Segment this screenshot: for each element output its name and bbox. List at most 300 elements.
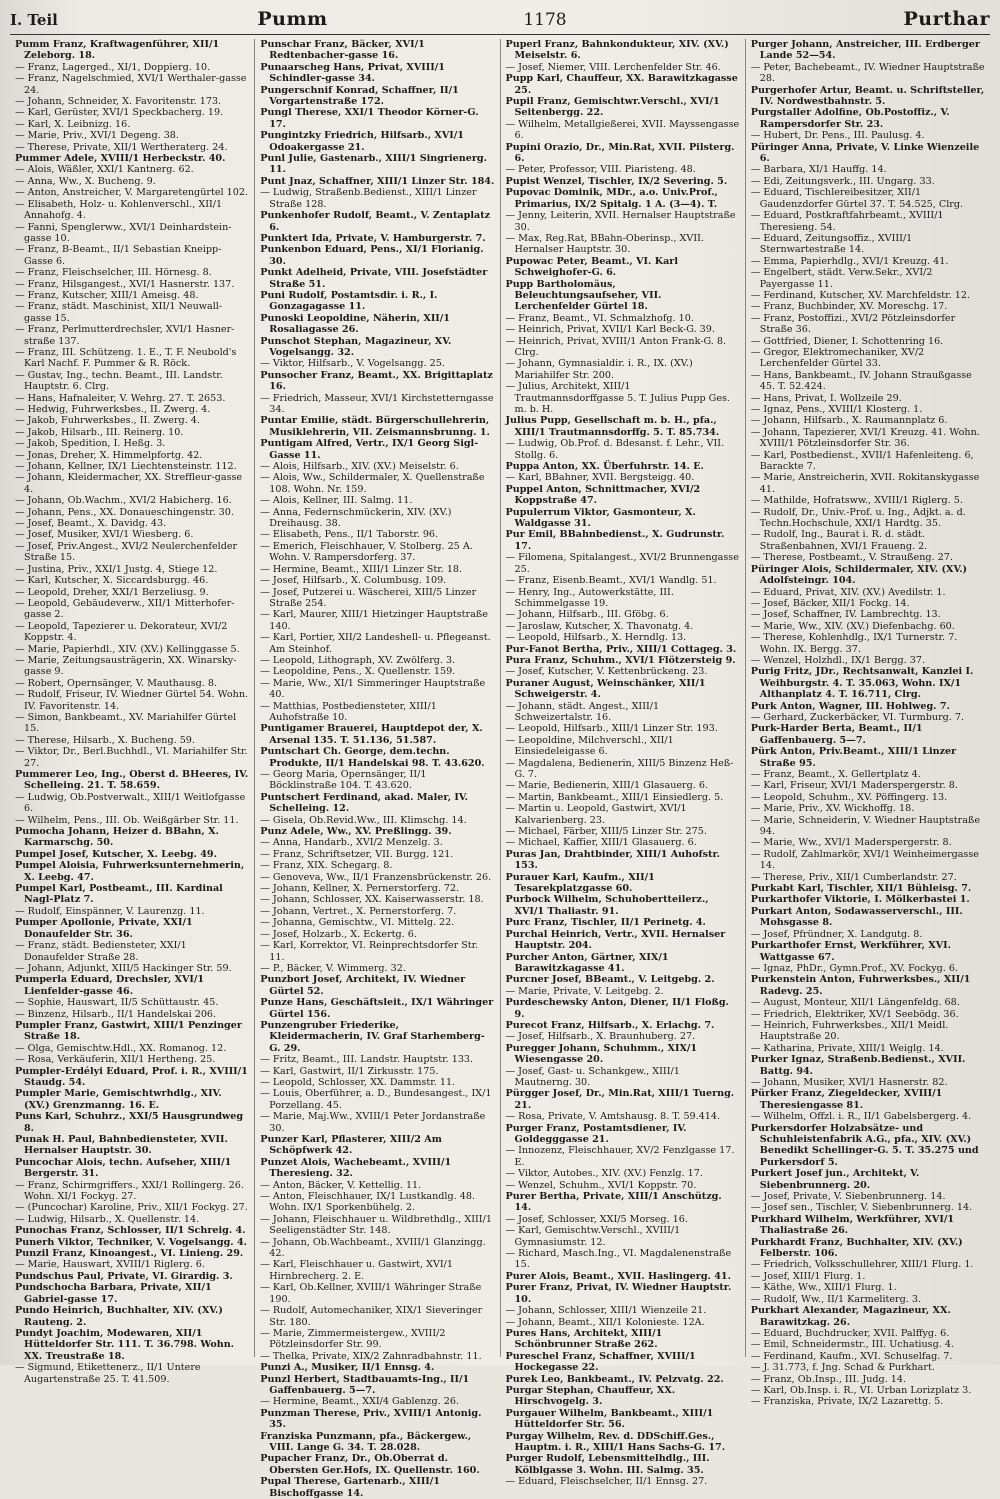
directory-entry: — Hermine, Beamt., XXI/4 Gablenzg. 26. (260, 1396, 460, 1408)
directory-entry: Punzi A., Musiker, II/1 Ennsg. 4. (260, 1362, 435, 1374)
directory-entry: Purer Alois, Beamt., XVII. Haslingerg. 41. (505, 1270, 731, 1282)
directory-entry: — Peter, Professor, VIII. Piaristeng. 48. (505, 164, 696, 176)
directory-entry: — Marie, Anstreicherin, XVII. Rokitanskygasse 41. (750, 472, 980, 495)
directory-entry: — Johann, Schlosser, XX. Kaiserwasserstr. 18. (260, 894, 484, 906)
directory-entry: Purkhart Alexander, Magazineur, XX. Barawitzkag. 26. (750, 1305, 951, 1328)
page-header (10, 8, 990, 35)
directory-entry: Pürk Anton, Priv.Beamt., XIII/1 Linzer Straße 95. (750, 746, 957, 769)
directory-entry: — Engelbert, städt. Verw.Sekr., XVI/2 Payergasse 11. (750, 267, 933, 290)
directory-entry: — Olga, Gemischtw.Hdl., XX. Romanog. 12. (15, 1042, 227, 1054)
directory-entry: — Gustav, Ing., techn. Beamt., III. Landstr. Hauptstr. 6. Clrg. (15, 369, 223, 393)
directory-entry: — Alois, Kellner, III. Salmg. 11. (260, 495, 413, 507)
directory-entry: — Gisela, Ob.Revid.Ww., III. Klimschg. 14. (260, 814, 467, 826)
directory-columns (10, 39, 990, 1499)
directory-entry: Pumpler Franz, Gastwirt, XIII/1 Penzinger Straße 18. (15, 1019, 242, 1043)
directory-entry: — Marie, Zeitungsausträgerin, XX. Winarsky-gasse 9. (15, 654, 237, 678)
directory-entry: — Fanni, Spenglerww., XVI/1 Deinhardstein-gasse 10. (15, 221, 232, 244)
directory-entry: — Sigmund, Etikettenerz., II/1 Untere Augartenstraße 25. T. 41.509. (15, 1362, 201, 1385)
directory-entry: — Louis, Oberführer, a. D., Bundesangest., IX/1 Porzellang. 45. (260, 1088, 492, 1111)
directory-entry: — Magdalena, Bedienerin, XIII/5 Binzenz Heß-G. 7. (505, 757, 734, 780)
directory-entry: Punzer Karl, Pflasterer, XIII/2 Am Schöpfwerk 42. (260, 1134, 442, 1157)
directory-entry: Pumpler-Erdélyi Eduard, Prof. i. R., XVIII/1 Staudg. 54. (15, 1065, 248, 1088)
directory-entry: — Wilhelm, Metallgießerei, XVII. Mayssengasse 6. (505, 118, 740, 142)
directory-entry: — Franz, XIX. Schegarg. 8. (260, 860, 393, 872)
directory-entry: — Franz, Buchbinder, XV. Moreschg. 17. (750, 301, 948, 313)
directory-entry: Puperl Franz, Bahnkondukteur, XIV. (XV.) Meiselstr. 6. (505, 39, 729, 62)
directory-entry: — Eduard, Fleischselcher, II/1 Ennsg. 27. (505, 1476, 708, 1488)
column-3 (501, 39, 746, 1488)
directory-entry: — Gerhard, Zuckerbäcker, VI. Turmburg. 7. (750, 711, 965, 723)
directory-entry: — Ludwig, Ob.Prof. d. Bdesanst. f. Lehr., VII. Stollg. 6. (505, 438, 725, 461)
directory-entry: — Josef, Hilfsarb., X. Braunhuberg. 27. (505, 1031, 696, 1043)
directory-entry: — Leopold, Lithograph, XV. Zwölferg. 3. (260, 654, 456, 666)
directory-entry: Punaarscheg Hans, Privat, XVIII/1 Schindler-gasse 34. (260, 61, 445, 85)
directory-entry: — Franz, Beamt., X. Gellertplatz 4. (750, 769, 921, 780)
directory-entry: — Franz, Kutscher, XIII/1 Ameisg. 48. (15, 289, 199, 301)
directory-entry: Punoski Leopoldine, Näherin, XII/1 Rosaliagasse 26. (260, 312, 450, 336)
directory-entry: — Johann, Hilfsarb., III. Gföbg. 6. (505, 609, 669, 621)
directory-entry: — Leopold, Hilfsarb., X. Herndlg. 13. (505, 632, 687, 644)
directory-entry: — Friedrich, Volksschullehrer, XIII/1 Flurg. 1. (750, 1259, 974, 1271)
directory-entry: — Therese, Postbeamt., V. Straußeng. 27. (750, 552, 953, 564)
directory-entry: — Simon, Bankbeamt., XV. Mariahilfer Gürtel 15. (15, 711, 237, 735)
directory-entry: Puni Rudolf, Postamtsdir. i. R., I. Gonzagagasse 11. (260, 289, 438, 313)
directory-entry: — Johann, Schlosser, XIII/1 Wienzeile 21. (505, 1305, 707, 1317)
directory-entry: Purdeschewsky Anton, Diener, II/1 Floßg. 9. (505, 997, 729, 1020)
directory-entry: — Karl, Portier, XII/2 Landeshell- u. Pflegeanst. Am Steinhof. (260, 632, 491, 655)
directory-entry: — Marie, Bedienerin, XIII/1 Glasauerg. 6. (505, 780, 709, 792)
directory-entry: — Julius, Architekt, XIII/1 Trautmannsdorffgasse 5. T. Julius Pupp Ges. m. b. H. (505, 381, 730, 415)
directory-entry: Purgstaller Adolfine, Ob.Postoffiz., V. Rampersdorfer Str. 23. (750, 107, 950, 130)
directory-entry: — Martin u. Leopold, Gastwirt, XVI/1 Kalvarienberg. 23. (505, 803, 687, 826)
directory-entry: — Karl, Gerüster, XVI/1 Speckbacherg. 19. (15, 107, 224, 119)
directory-entry: — Karl, Kutscher, X. Siccardsburgg. 46. (15, 575, 209, 587)
directory-entry: Purig Fritz, JDr., Rechtsanwalt, Kanzlei I. Weihburgstr. 4. T. 35.063, Wohn. IX/1 Althanplatz 4. T. 16.711, Clrg. (750, 666, 974, 701)
directory-entry: — Anna, Federnschmückerin, XIV. (XV.) Dreihausg. 38. (260, 506, 452, 530)
directory-entry: — (Puncochar) Karoline, Priv., XII/1 Fockyg. 27. (15, 1202, 248, 1214)
directory-entry: — Rudolf, Ing., Baurat i. R. d. städt. Straßenbahnen, XVI/1 Fraueng. 2. (750, 529, 928, 552)
directory-entry: Puncochar Alois, techn. Aufseher, XIII/1 Bergerstr. 31. (15, 1156, 232, 1180)
directory-entry: — Karl, X. Leibnizg. 16. (15, 118, 131, 130)
directory-entry: — Hans, Privat, I. Wollzeile 29. (750, 392, 902, 404)
directory-entry: Pumperla Eduard, Drechsler, XVI/1 Lienfelder-gasse 46. (15, 974, 205, 997)
directory-entry: — August, Monteur, XII/1 Längenfeldg. 68. (750, 997, 960, 1009)
directory-entry: Pumm Franz, Kraftwagenführer, XII/1 Zeleborg. 18. (15, 39, 220, 62)
directory-entry: — Heinrich, Fuhrwerksbes., XII/1 Meidl. Hauptstraße 20. (750, 1019, 949, 1043)
directory-entry: — Ferdinand, Kutscher, XV. Marchfeldstr. 12. (750, 289, 971, 301)
right-guide-word: Purthar (903, 8, 990, 30)
directory-entry: — Jonas, Dreher, X. Himmelpfortg. 42. (15, 449, 203, 461)
directory-entry: — Katharina, Private, XIII/1 Weiglg. 14. (750, 1042, 944, 1054)
directory-entry: Punkenbon Eduard, Pens., XI/1 Florianig. 30. (260, 244, 484, 267)
directory-entry: — Hans, Hafnaleiter, V. Wehrg. 27. T. 2653. (15, 392, 226, 404)
directory-entry: — Johann, städt. Angest., XIII/1 Schweizertalstr. 16. (505, 700, 660, 723)
directory-entry: Purkhard Wilhelm, Werkführer, XVI/1 Thaliastraße 26. (750, 1213, 955, 1237)
directory-entry: Purbock Wilhelm, Schuhobertteilerz., XVI/1 Thaliastr. 91. (505, 894, 709, 917)
directory-entry: — Viktor, Dr., Berl.Buchhdl., VI. Mariahilfer Str. 27. (15, 746, 248, 769)
directory-entry: Puppa Anton, XX. Überfuhrstr. 14. E. (505, 461, 704, 473)
directory-entry: Pumpel Aloisia, Fuhrwerksunternehmerin, X. Leebg. 47. (15, 860, 245, 883)
directory-entry: — Ludwig, Ob.Postverwalt., XIII/1 Weitlofgasse 6. (15, 791, 246, 815)
directory-entry: — Peter, Bachebeamt., IV. Wiedner Hauptstraße 28. (750, 61, 985, 85)
directory-entry: — Marie, Papierhdl., XIV. (XV.) Kellinggasse 5. (15, 643, 240, 655)
directory-entry: — Wilhelm, Offzl. i. R., II/1 Gabelsbergerg. 4. (750, 1111, 972, 1123)
directory-entry: — Franz, Beamt., VI. Schmalzhofg. 10. (505, 312, 694, 324)
directory-entry: — Rosa, Private, V. Amtshausg. 8. T. 59.414. (505, 1111, 721, 1123)
directory-entry: — Barbara, XI/1 Hauffg. 14. (750, 164, 887, 176)
directory-entry: — Thelka, Private, XIX/2 Zahnradbahnstr. 11. (260, 1350, 482, 1362)
directory-entry: — Franz, Postoffizi., XVI/2 Pötzleinsdorfer Straße 36. (750, 312, 956, 336)
directory-entry: Purer Franz, Privat, IV. Wiedner Hauptstr. 10. (505, 1282, 732, 1305)
directory-entry: — Matthias, Postbediensteter, XIII/1 Auhofstraße 10. (260, 700, 437, 723)
directory-entry: — Justina, Priv., XXI/1 Justg. 4, Stiege 12. (15, 563, 218, 575)
directory-entry: — Hermine, Beamt., XIII/1 Linzer Str. 18. (260, 563, 463, 575)
directory-entry: Purek Leo, Bankbeamt., IV. Pelzvatg. 22. (505, 1373, 724, 1385)
directory-entry: Punze Hans, Geschäftsleit., IX/1 Währinger Gürtel 156. (260, 997, 494, 1020)
directory-entry: — Johann, Tapezierer, XVI/1 Kreuzg. 41. Wohn. XVIII/1 Pötzleinsdorfer Str. 36. (750, 426, 980, 450)
directory-entry: Pungerschnif Konrad, Schaffner, II/1 Vorgartenstraße 172. (260, 84, 459, 108)
directory-entry: — Leopoldine, Pens., X. Quellenstr. 159. (260, 666, 456, 678)
directory-entry: — Eduard, Tischlereibesitzer, XII/1 Gaudenzdorfer Gürtel 37. T. 54.525, Clrg. (750, 187, 964, 210)
directory-entry: — Franz, Ob.Insp., III. Judg. 14. (750, 1373, 907, 1385)
directory-entry: — Anton, Fleischhauer, IX/1 Lustkandlg. 48. Wohn. IX/1 Sporkenbühelg. 2. (260, 1191, 475, 1214)
directory-entry: — Jenny, Leiterin, XVII. Hernalser Hauptstraße 30. (505, 210, 736, 233)
directory-entry: Puraner August, Weinschänker, XII/1 Schweigerstr. 4. (505, 677, 706, 701)
directory-entry: — Johann, Ob.Wachm., XVI/2 Habicherg. 16. (15, 495, 232, 507)
directory-entry: — Leopold, Tapezierer u. Dekorateur, XVI/2 Koppstr. 4. (15, 620, 228, 644)
directory-entry: — Karl, BBahner, XVII. Bergsteigg. 40. (505, 472, 695, 484)
directory-entry: — Michael, Färber, XIII/5 Linzer Str. 275. (505, 826, 707, 838)
directory-entry: — Leopold, Hilfsarb., XIII/1 Linzer Str. 193. (505, 723, 718, 735)
directory-entry: — Leopoldine, Milchverschl., XII/1 Einsiedeleigasse 6. (505, 734, 674, 758)
directory-entry: — Franz, Eisenb.Beamt., XVI/1 Wandlg. 51. (505, 575, 717, 587)
directory-entry: — Rudolf, Einspänner, V. Laurenzg. 11. (15, 905, 205, 917)
directory-entry: Punl Julie, Gastenarb., XIII/1 Singrienerg. 11. (260, 153, 487, 176)
directory-entry: Purk-Harder Berta, Beamt., II/1 Gaffenbauerg. 5—7. (750, 723, 923, 746)
directory-entry: — Ludwig, Hilsarb., X. Quellenstr. 14. (15, 1213, 200, 1225)
directory-entry: — Gottfried, Diener, I. Schottenring 16. (750, 335, 944, 347)
directory-entry: — Franz, Fleischselcher, III. Hörnesg. 8. (15, 267, 212, 279)
directory-entry: Purkenstein Anton, Fuhrwerksbes., XII/1 Radevg. 25. (750, 974, 971, 997)
directory-entry: — Johann, Kleidermacher, XX. Streffleur-gasse 4. (15, 472, 243, 495)
directory-entry: Puntschart Ch. George, dem.techn. Produkte, II/1 Handelskai 98. T. 43.620. (260, 746, 485, 769)
directory-entry: Purger Franz, Postamtsdiener, IV. Goldegggasse 21. (505, 1122, 687, 1145)
directory-entry: — Leopold, Schlosser, XX. Dammstr. 11. (260, 1076, 456, 1088)
directory-entry: — Ignaz, PhDr., Gymn.Prof., XV. Fockyg. 6. (750, 962, 959, 974)
directory-entry: — Josef, Bäcker, XII/1 Fockg. 14. (750, 597, 910, 609)
directory-entry: — Josef, Hilfsarb., X. Columbusg. 109. (260, 575, 447, 587)
directory-entry: — Viktor, Hilfsarb., V. Vogelsangg. 25. (260, 358, 445, 370)
directory-entry: — Karl, Fleischhauer u. Gastwirt, XVI/1 Hirnbrecherg. 2. E. (260, 1259, 454, 1282)
directory-entry: — Eduard, Postkraftfahrbeamt., XVIII/1 Theresieng. 54. (750, 210, 944, 233)
directory-entry: — Josef, Pfründner, X. Landgutg. 8. (750, 928, 923, 940)
directory-entry: — Josef, XIII/1 Flurg. 1. (750, 1270, 866, 1282)
directory-entry: Punochas Franz, Schlosser, II/1 Schreig. 4. (15, 1225, 246, 1237)
directory-entry: — Heinrich, Privat, XVIII/1 Anton Frank-G. 8. Clrg. (505, 335, 727, 358)
directory-entry: — Alois, Wäßler, XXI/1 Kantnerg. 62. (15, 164, 194, 176)
directory-entry: — Wenzel, Schuhm., XVI/1 Koppstr. 70. (505, 1179, 697, 1191)
directory-entry: Pures Hans, Architekt, XIII/1 Schönbrunner Straße 262. (505, 1327, 663, 1351)
directory-entry: — Franz, Lagerged., XI/1, Doppierg. 10. (15, 61, 211, 73)
directory-entry: Puregger Johann, Schuhmm., XIX/1 Wiesengasse 20. (505, 1042, 698, 1066)
directory-entry: — Josef, Niemer, VIII. Lerchenfelder Str. 46. (505, 61, 721, 73)
directory-entry: Purecot Franz, Hilfsarb., X. Erlachg. 7. (505, 1019, 715, 1031)
directory-entry: — Jakob, Hilsarb., III. Reinerg. 10. (15, 426, 184, 438)
directory-entry: Purger Rudolf, Lebensmittelhdlg., III. Kölblgasse 3. Wohn. III. Salmg. 35. (505, 1453, 710, 1476)
directory-entry: — Anton, Bäcker, V. Kettellig. 11. (260, 1179, 422, 1191)
directory-entry: Punz Adele, Ww., XV. Preßlingg. 39. (260, 826, 452, 838)
directory-entry: Purgauer Wilhelm, Bankbeamt., XIII/1 Hütteldorfer Str. 56. (505, 1407, 714, 1431)
directory-entry: — Josef, Private, V. Siebenbrunnerg. 14. (750, 1191, 946, 1203)
directory-entry: — Josef, Gast- u. Schankgew., XIII/1 Mautnerng. 30. (505, 1065, 680, 1088)
directory-entry: — Josef, Putzerei u. Wäscherei, XIII/5 Linzer Straße 254. (260, 586, 477, 609)
directory-entry: Purer Bertha, Private, XIII/1 Anschützg. 14. (505, 1191, 722, 1214)
directory-entry: — Therese, Hilsarb., X. Bucheng. 59. (15, 734, 195, 746)
directory-entry: — Innozenz, Fleischhauer, XV/2 Fenzlgasse 17. E. (505, 1145, 735, 1168)
directory-entry: — Wilhelm, Pens., III. Ob. Weißgärber Str. 11. (15, 814, 239, 826)
directory-entry: — Johann, Pens., XX. Donaueschingenstr. 30. (15, 506, 234, 518)
directory-entry: — Rudolf, Ww., II/1 Karmeliterg. 3. (750, 1293, 922, 1305)
directory-entry: Pupovac Dominik, MDr., a.o. Univ.Prof., Primarius, IX/2 Spitalg. 1 A. (3—4). T. (505, 187, 718, 210)
directory-entry: Pupil Franz, Gemischtwr.Verschl., XVI/1 Seitenbergg. 22. (505, 96, 720, 119)
directory-entry: — Heinrich, Privat, XVII/1 Karl Beck-G. 39. (505, 324, 715, 336)
directory-entry: — Johann, Adjunkt, XIII/5 Hackinger Str. 59. (15, 962, 232, 974)
directory-entry: — Jakob, Fuhrwerksbes., II. Zwerg. 4. (15, 415, 200, 427)
directory-entry: — Eduard, Buchdrucker, XVII. Palffyg. 6. (750, 1327, 950, 1339)
directory-entry: Punkenhofer Rudolf, Beamt., V. Zentaplatz 6. (260, 210, 491, 233)
directory-entry: — Franz, Schirmgriffers., XXI/1 Rollingerg. 26. Wohn. XI/1 Fockyg. 27. (15, 1179, 244, 1203)
directory-entry: — Johann, Kellner, X. Pernerstorferg. 72. (260, 883, 460, 895)
directory-entry: Purgay Wilhelm, Rev. d. DDSchiff.Ges., Hauptm. i. R., XIII/1 Hans Sachs-G. 17. (505, 1430, 726, 1453)
directory-entry: — Marie, Priv., XV. Wickhoffg. 18. (750, 803, 915, 815)
directory-entry: — Martin, Bankbeamt., XIII/1 Einsiedlerg. 5. (505, 791, 724, 803)
directory-entry: Purauer Karl, Kaufm., XII/1 Tesarekplatzgasse 60. (505, 871, 655, 895)
directory-entry: — Rudolf, Automechaniker, XIX/1 Sieveringer Str. 180. (260, 1305, 483, 1328)
directory-entry: — Mathilde, Hofratsww., XVIII/1 Riglerg. 5. (750, 495, 963, 507)
directory-entry: — Marie, Ww., XIV. (XV.) Diefenbachg. 60. (750, 620, 955, 632)
directory-entry: — Josef, Schaffner, IV. Lambrechtg. 13. (750, 609, 941, 621)
section-label: I. Teil (10, 11, 58, 29)
directory-entry: Pupal Therese, Gartenarb., XIII/1 Bischoffgasse 14. (260, 1476, 440, 1499)
directory-entry: — Josef, Musiker, XVI/1 Wiesberg. 6. (15, 529, 194, 541)
directory-entry: — Josef, Kutscher, V. Kettenbrückeng. 23. (505, 666, 708, 678)
directory-entry: — Josef, Schlosser, XXI/5 Morseg. 16. (505, 1213, 688, 1225)
directory-entry: — Emma, Papierhdlg., XVI/1 Kreuzg. 41. (750, 255, 949, 267)
directory-entry: — Karl, Korrektor, VI. Reinprechtsdorfer Str. 11. (260, 940, 479, 963)
directory-entry: Punkt Adelheid, Private, VIII. Josefstädter Straße 51. (260, 267, 488, 290)
directory-entry: — Anton, Anstreicher, V. Margaretengürtel 102. (15, 187, 248, 199)
directory-entry: Pumocha Johann, Heizer d. BBahn, X. Karmarschg. 50. (15, 826, 219, 849)
directory-entry: — Franziska, Private, IX/2 Lazarettg. 5. (750, 1396, 944, 1408)
directory-entry: Julius Pupp, Gesellschaft m. b. H., pfa., XIII/1 Trautmannsdorffg. 5. T. 85.734. (505, 415, 720, 438)
directory-entry: Pummerer Leo, Ing., Oberst d. BHeeres, IV. Schelleing. 21. T. 58.659. (15, 769, 249, 792)
directory-entry: — Franz, B-Beamt., II/1 Sebastian Kneipp-Gasse 6. (15, 244, 222, 267)
directory-entry: Punsocher Franz, Beamt., XX. Brigittaplatz 16. (260, 369, 493, 393)
directory-entry: Purger Johann, Anstreicher, III. Erdberger Lande 52—54. (750, 39, 980, 62)
directory-entry: Puntigamer Brauerei, Hauptdepot der, X. Arsenal 135. T. 51.136, 51.587. (260, 723, 483, 746)
directory-entry: — Edi, Zeitungsverk., III. Ungarg. 33. (750, 175, 935, 187)
directory-entry: — Johanna, Gemischtw., VI. Mittelg. 22. (260, 917, 455, 929)
directory-entry: — Johann, Schneider, X. Favoritenstr. 173. (15, 96, 222, 108)
directory-entry: — Karl, Postbedienst., XVII/1 Hafenleiteng. 6, Barackte 7. (750, 449, 974, 473)
directory-entry: Puntar Emilie, städt. Bürgerschullehrerin, Musiklehrerin, VII. Zeismannsbrunng. 1. (260, 415, 490, 438)
directory-entry: Punzil Franz, Kinoangest., VI. Linieng. 29. (15, 1248, 244, 1260)
directory-entry: Purker Ignaz, Straßenb.Bedienst., XVII. Battg. 94. (750, 1054, 966, 1077)
directory-entry: — Leopold, Dreher, XXI/1 Berzeliusg. 9. (15, 586, 209, 598)
directory-entry: — Filomena, Spitalangest., XVI/2 Brunnengasse 25. (505, 552, 739, 575)
directory-entry: Punzman Therese, Priv., XVIII/1 Antonig. 35. (260, 1407, 482, 1431)
directory-entry: Puntigam Alfred, Vertr., IX/1 Georg Sigl-Gasse 11. (260, 438, 479, 461)
directory-entry: — Max, Reg.Rat, BBahn-Oberinsp., XVII. Hernalser Hauptstr. 30. (505, 232, 704, 256)
directory-entry: — Rudolf, Dr., Univ.-Prof. u. Ing., Adjkt. a. d. Techn.Hochschule, XXI/1 Hardtg. 35. (750, 506, 966, 530)
directory-entry: Pupowac Peter, Beamt., VI. Karl Schweighofer-G. 6. (505, 255, 678, 279)
directory-entry: — Therese, Priv., XII/1 Cumberlandstr. 27. (750, 871, 957, 883)
column-2 (255, 39, 500, 1499)
directory-entry: Franziska Punzmann, pfa., Bäckergew., VIII. Lange G. 34. T. 28.028. (260, 1430, 472, 1453)
directory-entry: Pundschus Paul, Private, VI. Girardig. 3. (15, 1270, 233, 1282)
directory-entry: — Johann, Beamt., XII/1 Kolonieste. 12A. (505, 1316, 705, 1328)
directory-entry: — Alois, Ww., Schildermaler, X. Quellenstraße 108. Wohn. Nr. 159. (260, 472, 485, 495)
directory-entry: — Robert, Opernsänger, V. Mauthausg. 8. (15, 677, 218, 689)
directory-entry: — Elisabeth, Holz- u. Kohlenverschl., XII/1 Annahofg. 4. (15, 198, 223, 222)
directory-entry: — Ludwig, Straßenb.Bedienst., XIII/1 Linzer Straße 128. (260, 187, 477, 210)
directory-entry: Püringer Anna, Private, V. Linke Wienzeile 6. (750, 141, 980, 165)
directory-entry: — J. 31.773, f. Jng. Schad & Purkhart. (750, 1362, 935, 1374)
directory-entry: Punt Jnaz, Schaffner, XIII/1 Linzer Str. 184. (260, 175, 495, 187)
directory-entry: Pura Franz, Schuhm., XVI/1 Flötzersteig 9. (505, 654, 736, 666)
directory-entry: — Leopold, Gebäudeverw., XII/1 Mitterhofer-gasse 2. (15, 597, 235, 621)
directory-entry: — Josef sen., Tischler, V. Siebenbrunnerg. 14. (750, 1202, 973, 1214)
directory-entry: — Hans, Bankbeamt., IV. Johann Straußgasse 45. T. 52.424. (750, 369, 972, 393)
directory-entry: — Elisabeth, Pens., II/1 Taborstr. 96. (260, 529, 439, 541)
directory-entry: — Ignaz, Pens., XVIII/1 Klosterg. 1. (750, 404, 923, 415)
directory-entry: — Jaroslaw, Kutscher, X. Thavonatg. 4. (505, 620, 694, 632)
directory-entry: — Karl, Friseur, XVI/1 Maderspergerstr. 8. (750, 780, 958, 792)
directory-entry: — Rudolf, Zahlmarkör, XVI/1 Weinheimergasse 14. (750, 848, 979, 872)
directory-entry: — Johann, Gymnasialdir. i. R., IX. (XV.) Mariahilfer Str. 200. (505, 358, 693, 381)
directory-entry: Purgar Stephan, Chauffeur, XX. Hirschvogelg. 3. (505, 1384, 676, 1408)
directory-entry: — Franz, Hilsgangest., XVI/1 Hasnerstr. 137. (15, 278, 235, 290)
directory-entry: — Josef, Holzarb., X. Eckertg. 6. (260, 928, 417, 940)
directory-entry: — Wenzel, Holzhdl., IX/1 Bergg. 37. (750, 654, 925, 666)
directory-entry: — Franz, Schriftsetzer, VII. Burgg. 121. (260, 848, 454, 860)
directory-entry: Purgerhofer Artur, Beamt. u. Schriftsteller, IV. Nordwestbahnstr. 5. (750, 84, 985, 108)
directory-entry: — Therese, Private, XII/1 Wertheraterg. 24. (15, 141, 228, 153)
directory-entry: Pupulerrum Viktor, Gasmonteur, X. Waldgasse 31. (505, 506, 696, 530)
directory-entry: — Karl, Ob.Kellner, XVIII/1 Währinger Straße 190. (260, 1282, 482, 1305)
directory-entry: — Friedrich, Elektriker, XV/1 Seebödg. 36. (750, 1008, 959, 1020)
directory-entry: — Marie, Hauswart, XVIII/1 Riglerg. 6. (15, 1259, 205, 1271)
directory-entry: Purkarthofer Ernst, Werkführer, XVI. Wattgasse 67. (750, 940, 951, 963)
directory-entry: — Anna, Ww., X. Bucheng. 9. (15, 175, 156, 187)
directory-entry: Punschot Stephan, Magazineur, XV. Vogelsangg. 32. (260, 335, 452, 358)
directory-entry: — Gregor, Elektromechaniker, XV/2 Lerchenfelder Gürtel 33. (750, 346, 925, 370)
directory-entry: — Marie, Schneiderin, V. Wiedner Hauptstraße 94. (750, 814, 981, 838)
directory-entry: Pundyt Joachim, Modewaren, XII/1 Hütteldorfer Str. 111. T. 36.798. Wohn. XX. Treustraße 18. (15, 1327, 235, 1362)
directory-entry: — Franz, städt. Maschinist, XII/1 Neuwall-gasse 15. (15, 301, 223, 324)
column-1 (10, 39, 255, 1385)
directory-entry: — Franz, Nagelschmied, XVI/1 Werthaler-gasse 24. (15, 73, 247, 96)
directory-entry: — Karl, Maurer, XIII/1 Hietzinger Hauptstraße 140. (260, 609, 488, 632)
directory-entry: — Rudolf, Friseur, IV. Wiedner Gürtel 54. Wohn. IV. Favoritenstr. 14. (15, 689, 249, 712)
directory-entry: — Richard, Masch.Ing., VI. Magdalenenstraße 15. (505, 1248, 732, 1271)
directory-entry: Pundo Heinrich, Buchhalter, XIV. (XV.) Rauteng. 2. (15, 1305, 223, 1328)
directory-entry: — Franz, III. Schützeng. 1. E., T. F. Neubold's Karl Nachf. F. Pummer & R. Röck. (15, 346, 237, 370)
directory-entry: — Viktor, Autobes., XIV. (XV.) Fenzlg. 17. (505, 1168, 703, 1180)
directory-entry: — Hedwig, Fuhrwerksbes., II. Zwerg. 4. (15, 404, 211, 415)
directory-entry: — Hubert, Dr. Pens., III. Paulusg. 4. (750, 130, 925, 142)
directory-entry: — Marie, Zimmermeistergew., XVIII/2 Pötzleinsdorfer Str. 99. (260, 1327, 446, 1351)
directory-entry: — Karl, Ob.Insp. i. R., VI. Urban Lorizplatz 3. (750, 1384, 972, 1396)
directory-entry: — Eduard, Privat, XIV. (XV.) Avedilstr. 1. (750, 586, 946, 598)
directory-entry: Purc Franz, Tischler, II/1 Perinetg. 4. (505, 917, 706, 929)
directory-entry: — Michael, Kaffier, XIII/1 Glasauerg. 6. (505, 837, 697, 849)
directory-entry: Pummer Adele, XVIII/1 Herbeckstr. 40. (15, 153, 226, 165)
directory-entry: Punzl Herbert, Stadtbauamts-Ing., II/1 Gaffenbauerg. 5—7. (260, 1373, 470, 1396)
directory-entry: — P., Bäcker, V. Wimmerg. 32. (260, 962, 406, 974)
directory-entry: — Leopold, Schuhm., XV. Pöffingerg. 13. (750, 791, 948, 803)
directory-entry: Puns Karl, Schuhrz., XXI/5 Hausgrundweg 8. (15, 1111, 244, 1134)
directory-entry: — Therese, Kohlenhdlg., IX/1 Turnerstr. 7. Wohn. IX. Bergg. 37. (750, 632, 958, 655)
directory-entry: Pur-Fanot Bertha, Priv., XIII/1 Cottageg. 3. (505, 643, 737, 655)
directory-entry: — Franz, Perlmutterdrechsler, XVI/1 Hasner-straße 137. (15, 324, 235, 347)
directory-entry: — Johann, Fleischhauer u. Wildbrethdlg., XIII/1 Seeligenstädter Str. 148. (260, 1213, 492, 1237)
directory-entry: — Rosa, Verkäuferin, XII/1 Hertheng. 25. (15, 1054, 216, 1066)
directory-entry: Punzengruber Friederike, Kleidermacherin, IV. Graf Starhemberg-G. 29. (260, 1019, 485, 1054)
directory-entry: — Marie, Maj.Ww., XVIII/1 Peter Jordanstraße 30. (260, 1111, 486, 1134)
directory-entry: Pumpel Josef, Kutscher, X. Leebg. 49. (15, 848, 217, 860)
directory-entry: Purkabt Karl, Tischler, XII/1 Bühleisg. 7. (750, 883, 972, 895)
directory-entry: Purkarthofer Viktorie, I. Mölkerbastei 1. (750, 894, 970, 906)
directory-entry: — Binzenz, Hilsarb., II/1 Handelskai 206. (15, 1008, 217, 1020)
directory-entry: Pürker Franz, Ziegeldecker, XVIII/1 Theresiengasse 81. (750, 1088, 943, 1111)
directory-entry: — Franz, städt. Bediensteter, XXI/1 Donaufelder Straße 28. (15, 940, 187, 963)
directory-entry: Punerh Viktor, Techniker, V. Vogelsangg. 4. (15, 1236, 248, 1248)
directory-entry: Punzbort Josef, Architekt, IV. Wiedner Gürtel 52. (260, 974, 466, 997)
directory-entry: Purkart Anton, Sodawasserverschl., III. Mohsgasse 8. (750, 905, 963, 929)
directory-entry: Punschar Franz, Bäcker, XVI/1 Redtenbacher-gasse 16. (260, 39, 425, 62)
directory-entry: Purk Anton, Wagner, III. Hohlweg. 7. (750, 700, 950, 712)
directory-entry: — Fritz, Beamt., III. Landstr. Hauptstr. 133. (260, 1054, 474, 1066)
directory-entry: — Johann, Kellner, IX/1 Liechtensteinstr. 112. (15, 461, 237, 473)
directory-entry: — Friedrich, Masseur, XVI/1 Kirchstetterngasse 34. (260, 392, 494, 415)
directory-entry: — Johann, Musiker, XVI/1 Hasnerstr. 82. (750, 1076, 948, 1088)
directory-entry: — Josef, Beamt., X. Davidg. 43. (15, 518, 167, 530)
directory-entry: — Josef, Priv.Angest., XVI/2 Neulerchenfelder Straße 15. (15, 540, 238, 564)
directory-entry: Pupacher Franz, Dr., Ob.Oberrat d. Obersten Ger.Hofs, IX. Quellenstr. 160. (260, 1453, 480, 1476)
directory-entry: Punzet Alois, Wachebeamt., XVIII/1 Theresieng. 32. (260, 1156, 452, 1180)
directory-entry: Purkhardt Franz, Buchhalter, XIV. (XV.) Felberstr. 106. (750, 1236, 963, 1260)
left-guide-word: Pumm (257, 8, 328, 30)
directory-entry: — Emerich, Fleischhauer, V. Stolberg. 25 A. Wohn. V. Rampersdorferg. 37. (260, 540, 473, 564)
directory-entry: Purkert Josef jun., Architekt, V. Siebenbrunnerg. 20. (750, 1168, 920, 1191)
directory-entry: — Marie, Ww., XVI/1 Maderspergerstr. 8. (750, 837, 952, 849)
column-4 (746, 39, 990, 1408)
page-number: 1178 (523, 10, 567, 30)
directory-entry: — Käthe, Ww., XIII/1 Flurg. 1. (750, 1282, 897, 1294)
directory-entry: Pur Emil, BBahnbedienst., X. Gudrunstr. 17. (505, 529, 725, 552)
directory-entry: Pürgger Josef, Dr., Min.Rat, XIII/1 Tuerng. 21. (505, 1088, 735, 1111)
directory-entry: — Jakob, Spedition, I. Heßg. 3. (15, 438, 166, 450)
directory-entry: Pupini Orazio, Dr., Min.Rat, XVII. Pilsterg. 6. (505, 141, 735, 165)
directory-entry: Pupist Wenzel, Tischler, IX/2 Severing. 5. (505, 175, 728, 187)
directory-entry: — Eduard, Zeitungsoffiz., XVIII/1 Sternwartestraße 14. (750, 232, 913, 256)
directory-entry: Punak H. Paul, Bahnbediensteter, XVII. Hernalser Hauptstr. 30. (15, 1134, 228, 1157)
directory-entry: — Johann, Hilfsarb., X. Raumannplatz 6. (750, 415, 948, 427)
directory-entry: Pumpler Marie, Gemischtwrhdlg., XIV. (XV.) Grenzmanng. 16. E. (15, 1088, 222, 1111)
directory-entry: Puras Jan, Drahtbinder, XIII/1 Auhofstr. 153. (505, 848, 720, 872)
directory-entry: — Anna, Handarb., XVI/2 Menzelg. 3. (260, 837, 443, 849)
